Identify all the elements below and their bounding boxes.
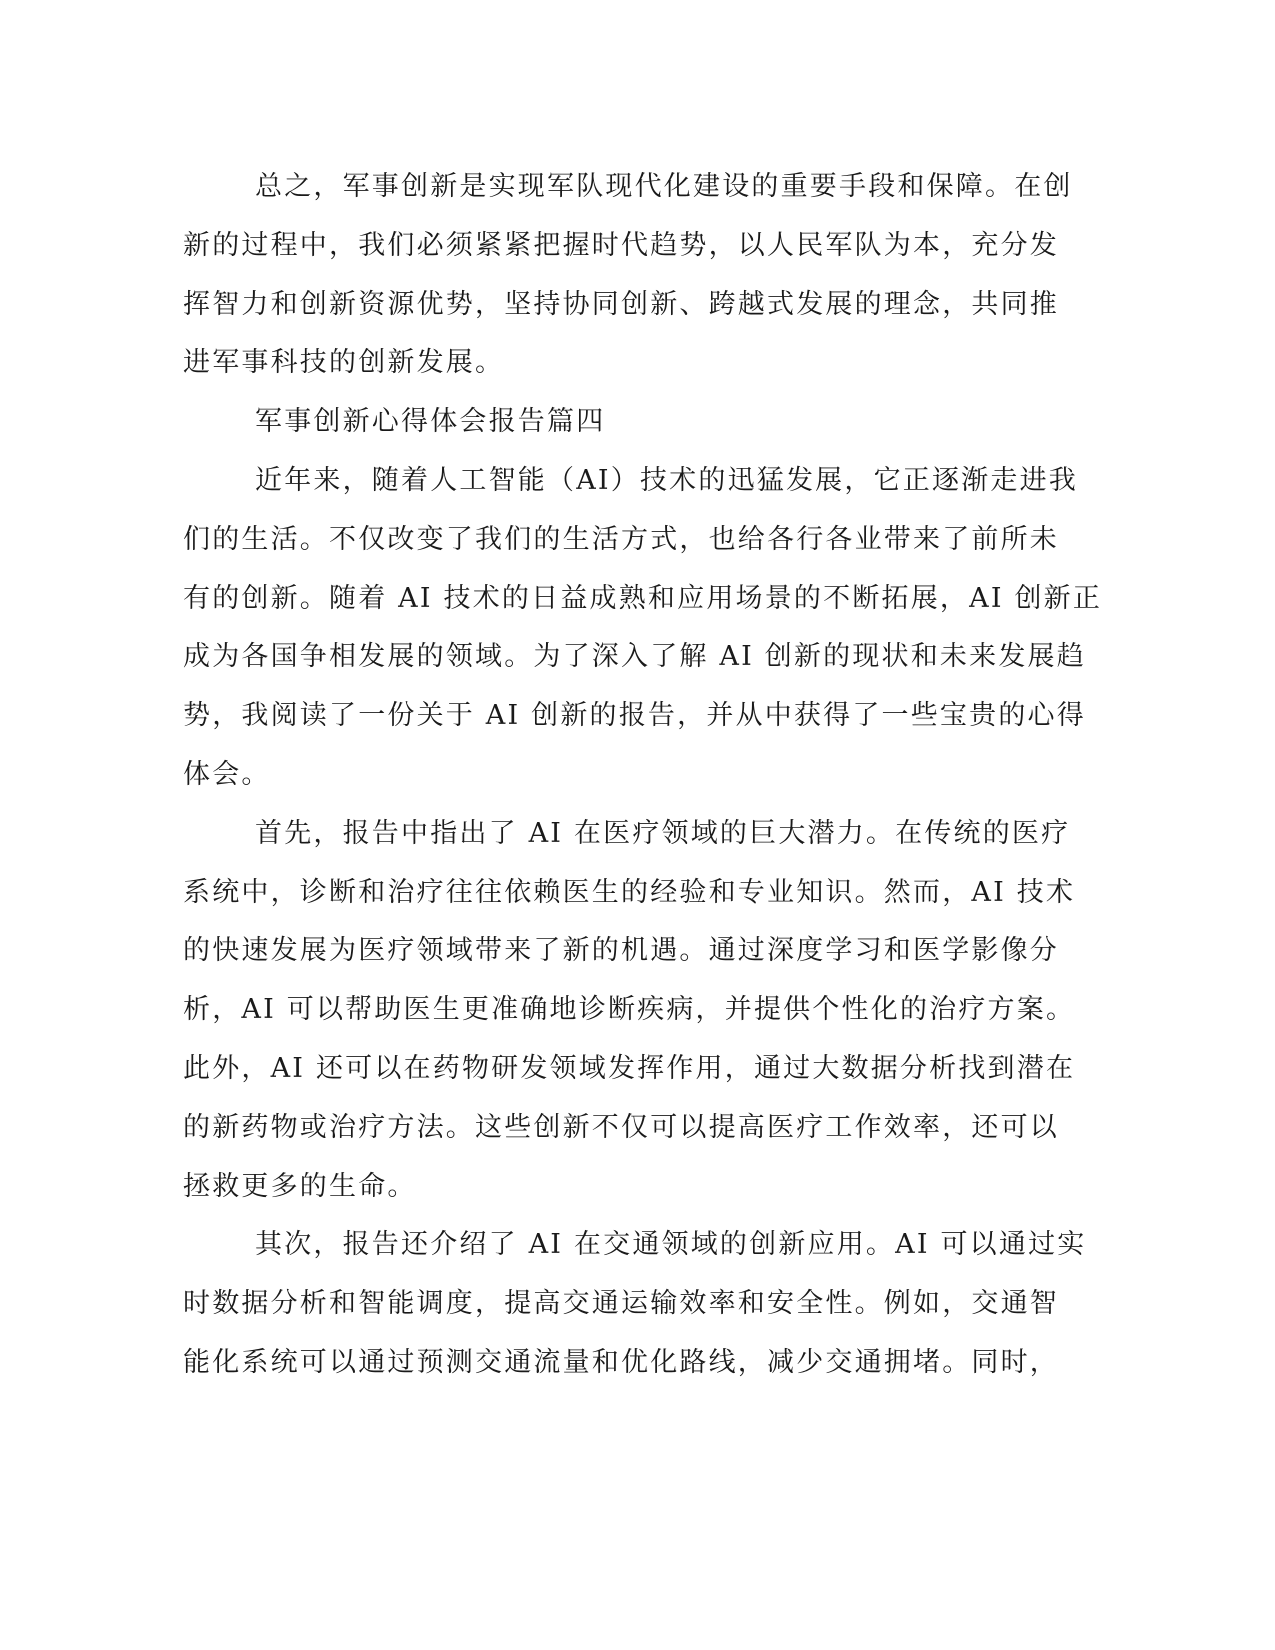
text-line: 挥智力和创新资源优势，坚持协同创新、跨越式发展的理念，共同推 [183, 288, 1059, 320]
text-line: 拯救更多的生命。 [183, 1170, 417, 1202]
text-line: 进军事科技的创新发展。 [183, 347, 505, 379]
section-heading: 军事创新心得体会报告篇四 [255, 406, 606, 438]
text-line: 系统中，诊断和治疗往往依赖医生的经验和专业知识。然而，AI 技术 [183, 876, 1076, 908]
text-line: 此外，AI 还可以在药物研发领域发挥作用，通过大数据分析找到潜在 [183, 1052, 1076, 1084]
text-line: 成为各国争相发展的领域。为了深入了解 AI 创新的现状和未来发展趋 [183, 641, 1086, 673]
text-line: 体会。 [183, 758, 271, 790]
text-line: 有的创新。随着 AI 技术的日益成熟和应用场景的不断拓展，AI 创新正 [183, 582, 1103, 614]
text-line: 总之，军事创新是实现军队现代化建设的重要手段和保障。在创 [255, 171, 1073, 202]
document-body [183, 158, 1103, 1393]
text-line: 析，AI 可以帮助医生更准确地诊断疾病，并提供个性化的治疗方案。 [183, 994, 1076, 1026]
text-line: 其次，报告还介绍了 AI 在交通领域的创新应用。AI 可以通过实 [255, 1229, 1087, 1261]
text-line: 的新药物或治疗方法。这些创新不仅可以提高医疗工作效率，还可以 [183, 1111, 1059, 1143]
text-line: 们的生活。不仅改变了我们的生活方式，也给各行各业带来了前所未 [183, 523, 1059, 555]
text-line: 的快速发展为医疗领域带来了新的机遇。通过深度学习和医学影像分 [183, 935, 1059, 967]
text-line: 首先，报告中指出了 AI 在医疗领域的巨大潜力。在传统的医疗 [255, 817, 1071, 849]
text-line: 新的过程中，我们必须紧紧把握时代趋势，以人民军队为本，充分发 [183, 229, 1059, 261]
text-line: 能化系统可以通过预测交通流量和优化路线，减少交通拥堵。同时， [183, 1346, 1059, 1378]
text-line: 近年来，随着人工智能（AI）技术的迅猛发展，它正逐渐走进我 [255, 464, 1078, 496]
text-line: 势，我阅读了一份关于 AI 创新的报告，并从中获得了一些宝贵的心得 [183, 700, 1086, 732]
text-line: 时数据分析和智能调度，提高交通运输效率和安全性。例如，交通智 [183, 1288, 1059, 1320]
